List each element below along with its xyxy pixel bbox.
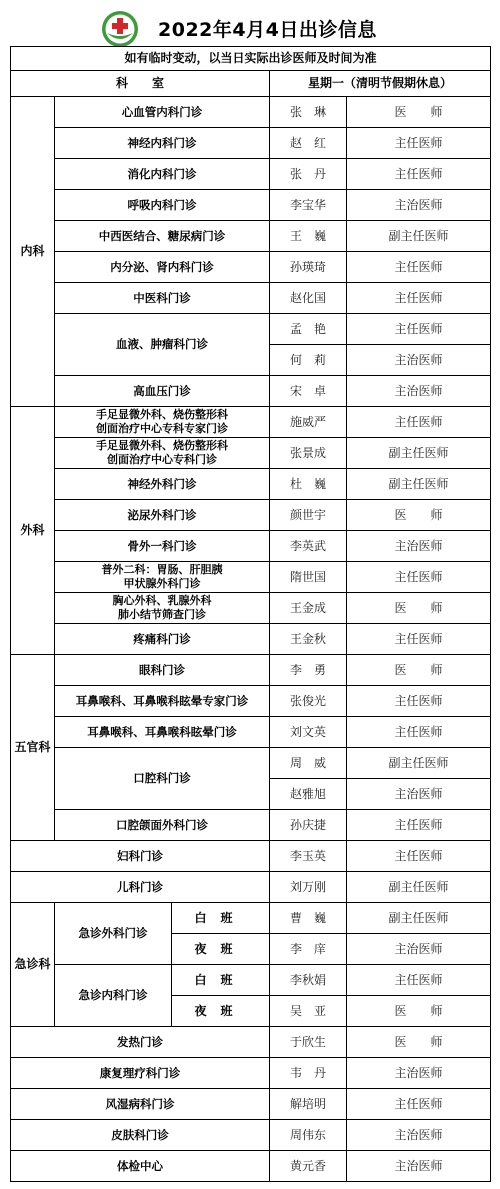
title-cell: 副主任医师 [347, 903, 491, 934]
title-cell: 主任医师 [347, 159, 491, 190]
doctor-cell: 张 琳 [270, 97, 347, 128]
dept-cell: 康复理疗科门诊 [11, 1058, 270, 1089]
title-cell: 主任医师 [347, 562, 491, 593]
doctor-cell: 曹 巍 [270, 903, 347, 934]
doctor-cell: 何 莉 [270, 345, 347, 376]
dept-line-2: 创面治疗中心专科门诊 [107, 453, 217, 466]
dept-cell: 耳鼻喉科、耳鼻喉科眩晕门诊 [55, 717, 270, 748]
title-cell: 主任医师 [347, 1089, 491, 1120]
doctor-cell: 杜 巍 [270, 469, 347, 500]
title-cell: 主任医师 [347, 407, 491, 438]
dept-cell: 血液、肿瘤科门诊 [55, 314, 270, 376]
dept-cell: 高血压门诊 [55, 376, 270, 407]
dept-cell: 中医科门诊 [55, 283, 270, 314]
dept-cell [55, 562, 270, 593]
doctor-cell: 孟 艳 [270, 314, 347, 345]
title-cell: 主任医师 [347, 314, 491, 345]
doctor-cell: 张 丹 [270, 159, 347, 190]
dept-cell: 内分泌、肾内科门诊 [55, 252, 270, 283]
doctor-cell: 李秋娟 [270, 965, 347, 996]
doctor-cell: 吴 亚 [270, 996, 347, 1027]
dept-cell: 神经外科门诊 [55, 469, 270, 500]
title-bar [10, 6, 490, 46]
title-cell: 医 师 [347, 500, 491, 531]
dept-header: 科 室 [11, 71, 270, 97]
doctor-cell: 韦 丹 [270, 1058, 347, 1089]
doctor-cell: 李玉英 [270, 841, 347, 872]
title-cell: 副主任医师 [347, 438, 491, 469]
doctor-cell: 张景成 [270, 438, 347, 469]
title-cell: 主治医师 [347, 1151, 491, 1182]
title-cell: 主任医师 [347, 686, 491, 717]
title-cell: 主治医师 [347, 190, 491, 221]
hospital-logo-icon [100, 9, 140, 49]
dept-cell: 发热门诊 [11, 1027, 270, 1058]
title-cell: 主任医师 [347, 283, 491, 314]
dept-cell: 骨外一科门诊 [55, 531, 270, 562]
doctor-cell: 王金成 [270, 593, 347, 624]
title-cell: 主任医师 [347, 810, 491, 841]
title-cell: 副主任医师 [347, 469, 491, 500]
title-cell: 主治医师 [347, 1058, 491, 1089]
shift-cell: 夜班 [172, 996, 270, 1027]
doctor-cell: 宋 卓 [270, 376, 347, 407]
dept-cell [55, 438, 270, 469]
title-cell: 主治医师 [347, 376, 491, 407]
dept-line-1: 胸心外科、乳腺外科 [112, 594, 212, 607]
dept-cell: 急诊内科门诊 [55, 965, 172, 1027]
title-cell: 主任医师 [347, 965, 491, 996]
title-cell: 主任医师 [347, 624, 491, 655]
title-cell: 主治医师 [347, 779, 491, 810]
dept-cell: 耳鼻喉科、耳鼻喉科眩晕专家门诊 [55, 686, 270, 717]
title-cell: 主任医师 [347, 252, 491, 283]
doctor-cell: 刘文英 [270, 717, 347, 748]
title-cell: 主治医师 [347, 345, 491, 376]
title-cell: 医 师 [347, 1027, 491, 1058]
dept-line-2: 肺小结节筛查门诊 [118, 608, 206, 621]
doctor-cell: 赵 红 [270, 128, 347, 159]
doctor-cell: 孙庆捷 [270, 810, 347, 841]
dept-line-1: 普外二科：胃肠、肝胆胰 [101, 563, 223, 576]
dept-line-1: 手足显微外科、烧伤整形科 [96, 439, 228, 452]
doctor-cell: 李英武 [270, 531, 347, 562]
shift-cell: 夜班 [172, 934, 270, 965]
dept-cell: 眼科门诊 [55, 655, 270, 686]
page-title: 2022年4月4日出诊信息 [158, 19, 377, 41]
title-cell: 副主任医师 [347, 748, 491, 779]
doctor-cell: 黄元香 [270, 1151, 347, 1182]
title-cell: 副主任医师 [347, 221, 491, 252]
dept-cell: 消化内科门诊 [55, 159, 270, 190]
dept-cell: 呼吸内科门诊 [55, 190, 270, 221]
dept-cell: 体检中心 [11, 1151, 270, 1182]
dept-cell: 疼痛科门诊 [55, 624, 270, 655]
doctor-cell: 周伟东 [270, 1120, 347, 1151]
category-emergency: 急诊科 [11, 903, 55, 1027]
doctor-cell: 颜世宇 [270, 500, 347, 531]
dept-cell: 风湿病科门诊 [11, 1089, 270, 1120]
title-cell: 主任医师 [347, 128, 491, 159]
notice-row: 如有临时变动，以当日实际出诊医师及时间为准 [11, 47, 491, 71]
dept-cell: 急诊外科门诊 [55, 903, 172, 965]
dept-cell: 儿科门诊 [11, 872, 270, 903]
dept-cell: 口腔科门诊 [55, 748, 270, 810]
doctor-cell: 李宝华 [270, 190, 347, 221]
doctor-cell: 李 庠 [270, 934, 347, 965]
doctor-cell: 王 巍 [270, 221, 347, 252]
doctor-cell: 于欣生 [270, 1027, 347, 1058]
shift-cell: 白班 [172, 903, 270, 934]
doctor-cell: 施威严 [270, 407, 347, 438]
dept-cell: 泌尿外科门诊 [55, 500, 270, 531]
dept-line-1: 手足显微外科、烧伤整形科 [96, 408, 228, 421]
doctor-cell: 刘万刚 [270, 872, 347, 903]
dept-cell: 神经内科门诊 [55, 128, 270, 159]
schedule-table [10, 46, 491, 1182]
dept-cell: 口腔颌面外科门诊 [55, 810, 270, 841]
title-cell: 副主任医师 [347, 872, 491, 903]
title-cell: 医 师 [347, 97, 491, 128]
title-cell: 医 师 [347, 593, 491, 624]
dept-cell: 皮肤科门诊 [11, 1120, 270, 1151]
title-cell: 医 师 [347, 655, 491, 686]
day-header: 星期一（清明节假期休息） [270, 71, 491, 97]
doctor-cell: 周 威 [270, 748, 347, 779]
shift-cell: 白班 [172, 965, 270, 996]
title-cell: 主治医师 [347, 934, 491, 965]
dept-line-2: 创面治疗中心专科专家门诊 [96, 422, 228, 435]
dept-cell: 中西医结合、糖尿病门诊 [55, 221, 270, 252]
category-ent: 五官科 [11, 655, 55, 841]
title-cell: 主任医师 [347, 841, 491, 872]
category-surgery: 外科 [11, 407, 55, 655]
doctor-cell: 李 勇 [270, 655, 347, 686]
doctor-cell: 赵雅旭 [270, 779, 347, 810]
title-cell: 主治医师 [347, 1120, 491, 1151]
title-cell: 主治医师 [347, 531, 491, 562]
doctor-cell: 张俊光 [270, 686, 347, 717]
dept-line-2: 甲状腺外科门诊 [123, 577, 201, 590]
dept-cell [55, 593, 270, 624]
category-internal: 内科 [11, 97, 55, 407]
doctor-cell: 赵化国 [270, 283, 347, 314]
dept-cell [55, 407, 270, 438]
doctor-cell: 孙瑛琦 [270, 252, 347, 283]
dept-cell: 心血管内科门诊 [55, 97, 270, 128]
title-cell: 主任医师 [347, 717, 491, 748]
doctor-cell: 王金秋 [270, 624, 347, 655]
dept-cell: 妇科门诊 [11, 841, 270, 872]
doctor-cell: 隋世国 [270, 562, 347, 593]
doctor-cell: 解培明 [270, 1089, 347, 1120]
title-cell: 医 师 [347, 996, 491, 1027]
